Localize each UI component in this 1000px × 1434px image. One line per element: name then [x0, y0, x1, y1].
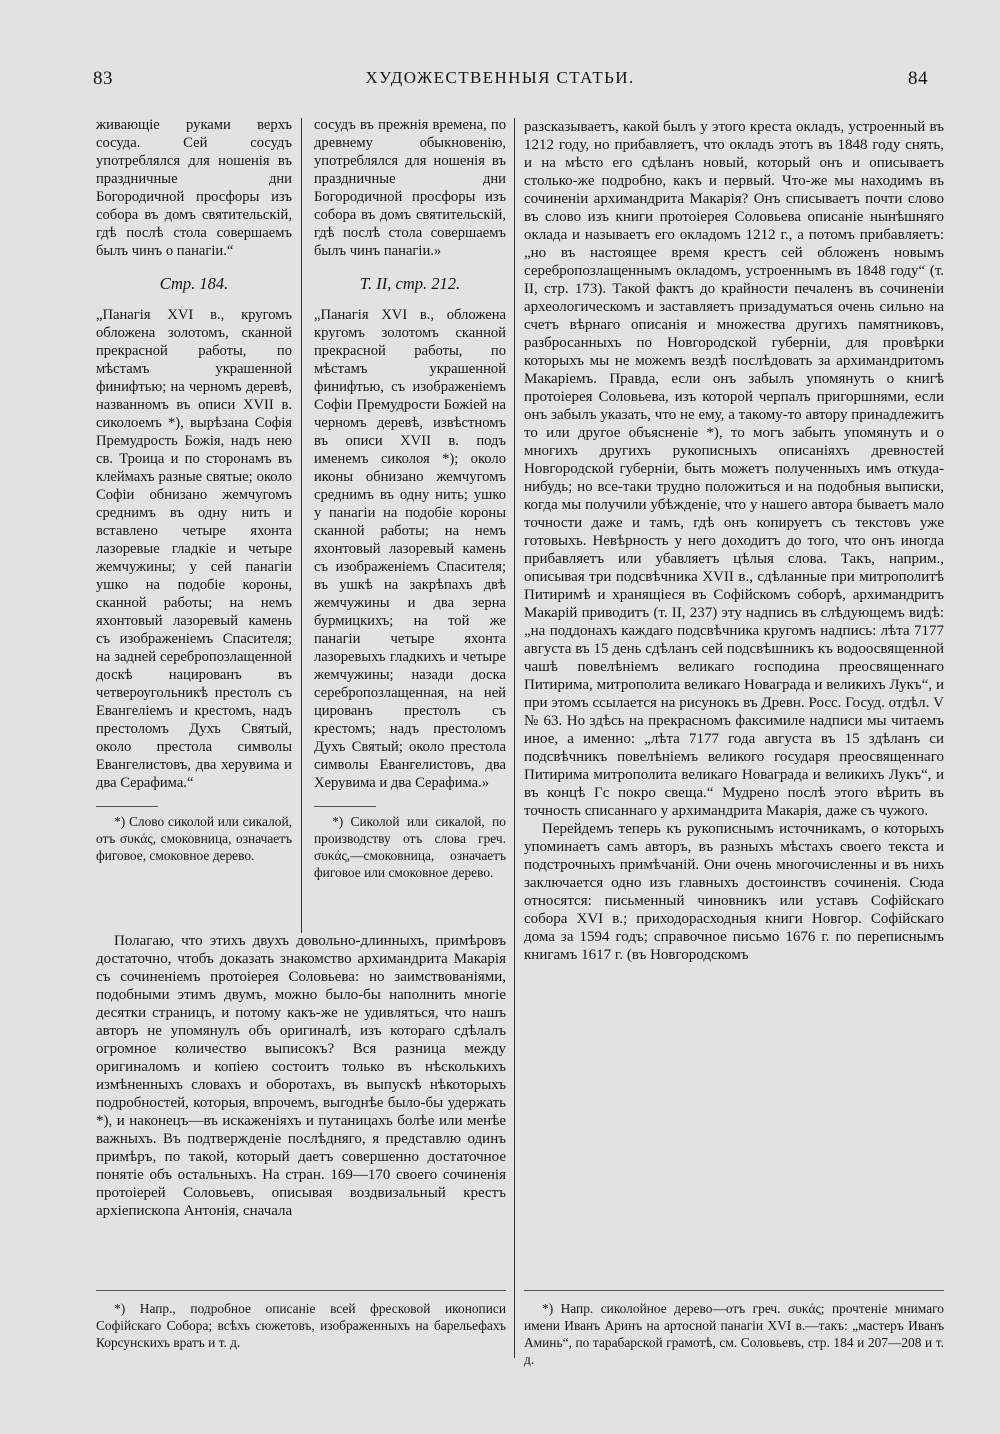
right-footnote-text: *) Напр. сиколойное дерево—отъ греч. συκάς; прочтеніе мнимаго имени Иванъ Аринъ на артосной панагіи XVI в.—такъ: „мастеръ Иванъ Аминь“, по тарабарской грамотѣ, см. Соловьевъ, стр. 184 и 207—208 и т. д. — [524, 1301, 944, 1367]
left-footnote-text: *) Напр., подробное описаніе всей фресковой иконописи Софійскаго Собора; всѣхъ сюжетовъ, изображенныхъ на барельефахъ Корсунскихъ вратъ и т. д. — [96, 1301, 506, 1350]
column-divider-left — [301, 118, 302, 933]
page-number-right: 84 — [908, 68, 928, 89]
footnote-rule-right — [314, 806, 376, 807]
quote-head-right: сосудъ въ прежнія времена, по древнему обыкновенію, употреблялся для ношенія въ праздничные дни Богородичной просфоры изъ собора въ домъ святительскій, гдѣ послѣ стола совершаемъ былъ чинъ панагіи.» — [314, 117, 506, 259]
source-caption-right: Т. II, стр. 212. — [359, 274, 461, 293]
right-footnote — [524, 1300, 944, 1368]
comparison-column-left — [96, 116, 292, 864]
right-paragraph-1: разсказываетъ, какой былъ у этого креста окладъ, устроенный въ 1212 году, но прибавляетъ, что окладъ этотъ въ 1848 году снять, и на мѣсто его сдѣланъ новый, который онъ и описываетъ столько-же подробно, какъ и первый. Что-же мы находимъ въ сочиненіи архимандрита Макарія? Онъ списываетъ почти слово въ слово изъ книги протоіерея Соловьева описаніе нынѣшняго оклада и называетъ его окладомъ 1212 г., а потомъ прибавляетъ: „но въ настоящее время крестъ сей обложенъ новымъ серебропозлащеннымъ окладомъ, устроеннымъ въ 1848 году“ (т. II, стр. 173). Такой фактъ до крайности печаленъ въ сочиненіи археологическомъ и заставляетъ призадуматься очень сильно на счетъ вѣрнаго описанія и множества другихъ памятниковъ, разбросанныхъ по Новгородской губерніи, для провѣрки которыхъ мы не можемъ вездѣ послѣдовать за архимандритомъ Макаріемъ. Правда, если онъ забылъ упомянуть о книгѣ протоіерея Соловьева, изъ которой черпалъ пригоршнями, если онъ забылъ указать, что не ему, а такому-то автору принадлежитъ то или другое объясненіе *), то могъ забыть упомянуть и о многихъ другихъ рукописныхъ описаніяхъ древностей Новгородской губерніи, быть можетъ полученныхъ имъ откуда-нибудь; но все-таки трудно положиться и на подобныя выписки, когда мы получили убѣжденіе, что у нашего автора бываетъ мало точности даже и тамъ, гдѣ онъ копируетъ съ текстовъ уже готовыхъ. Невѣрность у него доходитъ до того, что онъ иногда прибавляетъ или убавляетъ цѣлыя слова. Такъ, наприм., описывая три подсвѣчника XVII в., сдѣланные при митрополитѣ Питиримѣ и хранящіеся въ Софійскомъ соборѣ, архимандритъ Макарій приводитъ (т. II, 237) эту надпись въ слѣдующемъ видѣ: „на поддонахъ каждаго подсвѣчника кругомъ надпись: лѣта 7177 августа въ 15 день сдѣланъ сей подсвѣшникъ къ водоосвященной чашѣ повелѣніемъ великаго господина преосвященнаго Питирима, митрополита великаго Новаграда и великихъ Лукъ“, и при этомъ ссылается на рисунокъ въ Древн. Росс. Госуд. отдѣл. V № 63. Но здѣсь на прекрасномъ факсимиле надписи мы читаемъ иное, а именно: „лѣта 7177 года августа въ 15 здѣланъ си подсвѣчникъ повелѣніемъ великого государя преосвященнаго Питирима митрополита великаго Новаграда и великихъ Лукъ“, и въ концѣ Гс покро свеща.“ Мудрено послѣ этого вѣрить въ точность списаннаго у архимандрита Макарія, даже съ чужого. — [524, 119, 944, 819]
quote-main-left: „Панагія XVI в., кругомъ обложена золотомъ, сканной прекрасной работы, по мѣстамъ украшенной финифтью; на черномъ деревѣ, названномъ въ описи XVII в. сиколоемъ *), вырѣзана Софія Премудрость Божія, надъ нею св. Троица и по сторонамъ въ клеймахъ разные святые; около Софіи обнизано жемчугомъ среднимъ въ одну нить и вставлено четыре яхонта лазоревые гладкіе и четыре жемчужины; у сей панагіи ушко на подобіе короны, сканной работы; на немъ яхонтовый лазоревый камень съ изображеніемъ Спасителя; на задней серебропозлащенной доскѣ нацированъ въ четвероугольникѣ престолъ съ Евангеліемъ и крестомъ, надъ престоломъ Духъ Святый, около престола символы Евангелистовъ, два херувима и два Серафима.“ — [96, 307, 292, 791]
footnote-col1-text: *) Слово сиколой или сикалой, отъ συκάς, смоковница, означаетъ фиговое, смоковное дерево. — [96, 814, 292, 863]
right-body-text — [524, 118, 944, 964]
footnote-rule-left — [96, 806, 158, 807]
footnote-col1 — [96, 813, 292, 864]
page-number-left: 83 — [93, 68, 113, 89]
running-title: ХУДОЖЕСТВЕННЫЯ СТАТЬИ. — [365, 68, 635, 87]
quote-panagia-left — [96, 306, 292, 792]
column-divider-middle — [514, 118, 515, 1358]
comparison-column-right — [314, 116, 506, 881]
quote-head-left: живающіе руками верхъ сосуда. Сей сосудъ употреблялся для ношенія въ праздничные дни Богородичной просфоры изъ собора въ домъ святительскій, гдѣ послѣ стола совершаемъ былъ чинъ о панагіи.“ — [96, 117, 292, 259]
quote-main-right: „Панагія XVI в., обложена кругомъ золотомъ сканной прекрасной работы, по мѣстамъ украшенной финифтью, съ изображеніемъ Софіи Премудрости Божіей на черномъ деревѣ, извѣстномъ въ описи XVII в. подъ именемъ сиколоя *); около иконы обнизано жемчугомъ среднимъ въ одну нить; ушко у панагіи на подобіе короны сканной работы; на немъ яхонтовый лазоревый камень съ изображеніемъ Спасителя; въ ушкѣ на закрѣпахъ двѣ жемчужины и два зерна бурмицкихъ; на той же панагіи четыре яхонта лазоревыхъ гладкихъ и четыре жемчужины; назади доска серебропозлащенная, на ней цированъ престолъ съ крестомъ; надъ престоломъ Духъ Святый; около престола символы Евангелистовъ, два Херувима и два Серафима.» — [314, 307, 506, 791]
quote-continuation-left — [96, 116, 292, 260]
source-caption-left: Стр. 184. — [159, 274, 229, 293]
quote-panagia-right — [314, 306, 506, 792]
left-body-text — [96, 932, 506, 1220]
left-body-paragraph: Полагаю, что этихъ двухъ довольно-длинныхъ, примѣровъ достаточно, чтобъ доказать знакомство архимандрита Макарія съ сочиненіемъ протоіерея Соловьева: но заимствованіями, подобными этимъ двумъ, можно было-бы наполнить многіе десятки страницъ, и потому какъ-же не удивляться, что нашъ авторъ не упомянулъ объ оригиналѣ, изъ котораго сдѣлалъ огромное количество выписокъ? Вся разница между оригиналомъ и копіею состоитъ только въ нѣсколькихъ измѣненныхъ словахъ и оборотахъ, въ выпускѣ нѣкоторыхъ подробностей, которыя, впрочемъ, выгоднѣе было-бы удержать *), и наконецъ—въ искаженіяхъ и путаницахъ болѣе или менѣе важныхъ. Въ подтвержденіе послѣдняго, я представлю одинъ примѣръ, по такой, который даетъ совершенно достаточное понятіе объ остальныхъ. На стран. 169—170 своего сочиненія протоіерей Соловьевъ, описывая воздвизальный крестъ архіепископа Антонія, сначала — [96, 933, 506, 1219]
footnote-separator-right — [524, 1290, 944, 1291]
footnote-col2-text: *) Сиколой или сикалой, по производству отъ слова греч. συκάς,—смоковница, означаетъ фиговое или смоковное дерево. — [314, 814, 506, 880]
right-paragraph-2: Перейдемъ теперь къ рукописнымъ источникамъ, о которыхъ упоминаетъ самъ авторъ, въ разныхъ мѣстахъ своего текста и подстрочныхъ примѣчаній. Они очень многочисленны и въ нихъ заключается одно изъ главныхъ достоинствъ сочиненія. Сюда относятся: письменный чиновникъ или уставъ Софійскаго собора XVI в.; приходорасходныя книги Новгор. Софійскаго дома за 1594 годъ; справочное письмо 1676 г. по переписнымъ книгамъ 1617 г. (въ Новгородскомъ — [524, 821, 944, 963]
footnote-separator-left — [96, 1290, 506, 1291]
left-footnote — [96, 1300, 506, 1351]
quote-continuation-right — [314, 116, 506, 260]
footnote-col2 — [314, 813, 506, 881]
